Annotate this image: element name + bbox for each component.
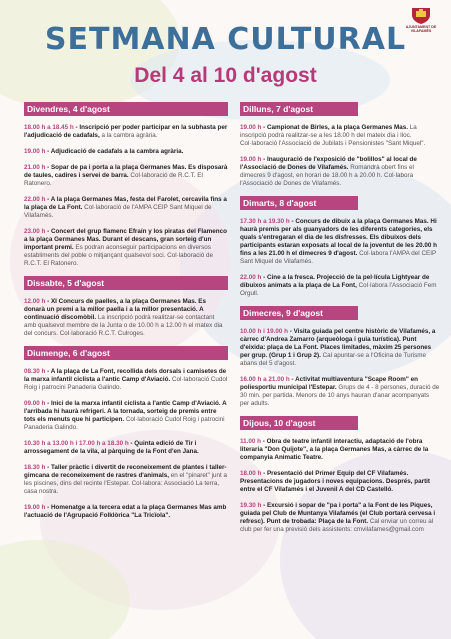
event-main: - Inscripció per poder participar en la subhasta per l'adjudicació de cadafals,	[24, 124, 228, 139]
event-item	[24, 440, 228, 456]
event-note: Col·laboració de R.C.T. El Ratonero.	[24, 172, 203, 187]
page-subtitle: Del 4 al 10 d'agost	[134, 64, 317, 87]
event-time: 19.00 h	[24, 504, 46, 511]
event-time: 10.00 h i 19.00 h	[240, 328, 288, 335]
event-main: - Concurs de dibuix a la plaça Germanes Mas. Hi haurà premis per als guanyadors de les diferents categories, els quals s'entregaran el dia de les disfresses. Els dibuixos dels participants estaran exposats al local de la joventut de les 20.00 h fins a les 21.00 h el dimecres 9 d'agost.	[240, 218, 438, 257]
event-main: - Visita guiada pel centre històric de Vilafamés, a càrrec d'Andrea Zamarro (arqueòloga i guia turística). Punt d'eixida: plaça de La Font. Places limitades, màxim 25 persones per grup. (Grup 1 i Grup 2).	[240, 328, 436, 359]
event-item	[240, 156, 440, 188]
event-main: - Quinta edició de Tir i arrossegament de la vila, al pàrquing de la Font d'en Jana.	[24, 440, 199, 455]
event-note: Es podran aconseguir participacions en diversos establiments del poble o mitjançant qualsevol soci. Col·laboració de R.C.T. El Ratonero.	[24, 244, 214, 267]
event-main: - XI Concurs de paelles, a la plaça Germanes Mas. Es donarà un premi a la millor paella i a la millor presentació. A continuació discomòbil.	[24, 298, 207, 321]
event-main: - Sopar de pa i porta a la plaça Germanes Mas. Es disposarà de taules, cadires i servei de barra.	[24, 164, 228, 179]
event-note: Cal apuntar-se a l'Oficina de Turisme abans del 5 d'agost.	[240, 352, 426, 367]
left-column	[24, 102, 228, 528]
event-time: 17.30 h a 19.30 h	[240, 218, 290, 225]
event-main: - Concert del grup flamenc Efraín y los piratas del Flamenco a la plaça Germanes Mas. Durant el descans, gran sorteig d'un important premi.	[24, 228, 227, 251]
event-main: - Campionat de Birles, a la plaça Germanes Mas.	[261, 124, 408, 131]
event-note: Romandrà obert fins el dimecres 9 d'agost, en horari de 18.00 h a 20.00 h. Col·labora l'Associació de Dones de Vilafamés.	[240, 164, 414, 187]
event-note: Cal enviar un correu al club per fer una previsió dels assistents: cmvilafames@gmail.com	[240, 518, 434, 533]
event-time: 16.00 h a 21.00 h	[240, 376, 290, 383]
event-main: - Activitat multiaventura "Scape Room" en poliesportiu municipal l'Estepar.	[240, 376, 418, 391]
day-heading: Dissabte, 5 d'agost	[24, 276, 228, 290]
event-item	[24, 164, 228, 188]
event-note: La inscripció podrà realitzar-se contactant amb qualsevol membre de la Junta o de 10.00 h a 12.00 h el matex dia del concurs. Col·laboració R.C.T. Culroges.	[24, 314, 223, 337]
event-item	[24, 298, 228, 338]
event-main: - A la plaça Germanes Mas, festa del Farolet, cercavila fins a la plaça de La Font.	[24, 196, 227, 211]
day-heading: Diumenge, 6 d'agost	[24, 346, 228, 360]
event-main: - A la plaça de La Font, recollida dels dorsals i camisetes de la marxa infantil ciclista a l'antic Camp d'Aviació.	[24, 368, 227, 383]
event-item	[24, 196, 228, 220]
event-item	[24, 368, 228, 392]
day-heading: Dijous, 10 d'agost	[240, 416, 358, 430]
event-time: 11.00 h	[240, 438, 262, 445]
event-main: - Presentació del Primer Equip del CF Vilafamés. Presentacions de jugadors i noves equipacions. Després, partit entre el CF Vilafamés i el Juvenil A del CD Castelló.	[240, 470, 431, 493]
event-item	[240, 328, 440, 368]
day-heading: Dimecres, 9 d'agost	[240, 306, 358, 320]
event-time: 12.00 h	[24, 298, 46, 305]
event-time: 21.00 h	[24, 164, 46, 171]
event-main: - Inici de la marxa infantil ciclista a l'antic Camp d'Aviació. A l'arribada hi haurà refrigeri. A la tornada, sorteig de premis entre tots els menuts que hi participen.	[24, 400, 227, 423]
event-item	[240, 274, 440, 298]
event-item	[24, 400, 228, 432]
event-note: Col·laboració Cudol Roig i patrocini Panaderia Galindo.	[24, 376, 228, 391]
event-time: 19.00 h	[240, 124, 262, 131]
day-heading: Divendres, 4 d'agost	[24, 102, 228, 116]
event-note: Col·labora l'AMPA del CEIP Sant Miquel de Vilafamés.	[240, 250, 437, 265]
event-time: 18.00 h a 18.45 h	[24, 124, 74, 131]
event-main: - Inauguració de l'exposició de "bolillos" al local de l'Associació de Dones de Vilafamés.	[240, 156, 417, 171]
event-note: Grups de 4 - 8 persones, duració de 30 min. per partida. Menors de 10 anys hauran d'anar acompanyats per adults.	[240, 384, 440, 407]
page-title: SETMANA CULTURAL	[44, 22, 407, 57]
day-heading: Dilluns, 7 d'agost	[240, 102, 358, 116]
event-time: 22.00 h	[24, 196, 46, 203]
right-column	[240, 102, 440, 542]
event-item	[240, 470, 440, 494]
event-note: La inscripció podrà realitzar-se a les 18.00 h del mateix dia i lloc. Col·laboració l'Associació de Jubilats i Pensionistes "Sant Miquel".	[240, 124, 426, 147]
event-note: Col·labora l'Associació Fem Orgull.	[240, 282, 437, 297]
event-main: - Homenatge a la tercera edat a la plaça Germanes Mas amb l'actuació de l'Agrupació Folklòrica "La Tricïola".	[24, 504, 227, 519]
event-time: 18.00 h	[240, 470, 262, 477]
event-note: en el "pinaret" junt a les piscines, dins del recinte l'Estepar. Col·labora: Associació La terra, casa nostra.	[24, 472, 228, 495]
event-item	[24, 464, 228, 496]
event-main: - Excursió i sopar de "pa i porta" a la Font de les Piques, guiada pel Club de Muntanya Vilafamés (el Club portarà cervesa i refresc). Punt de trobada: Plaça de la Font.	[240, 502, 436, 525]
event-item	[24, 228, 228, 268]
event-item	[240, 438, 440, 462]
event-item	[24, 124, 228, 140]
event-note: Col·laboració Cudol Roig i patrocini Panaderia Galindo.	[24, 416, 225, 431]
event-item	[240, 218, 440, 266]
day-heading: Dimarts, 8 d'agost	[240, 196, 358, 210]
event-time: 18.30 h	[24, 464, 46, 471]
event-item	[240, 124, 440, 148]
event-time: 19.00 h	[24, 148, 46, 155]
event-main: - Adjudicació de cadafals a la cambra agrària.	[45, 148, 184, 155]
event-main: - Obra de teatre infantil interactiu, adaptació de l'obra literaria "Don Quijote", a la plaça Germanes Mas, a càrrec de la companyia Animatic Teatre.	[240, 438, 429, 461]
event-note: Col·laboració de l'AMPA CEIP Sant Miquel de Vilafamés.	[24, 204, 212, 219]
event-main: - Cine a la fresca. Projecció de la pel·lícula Lightyear de dibuixos animats a la plaça de La Font,	[240, 274, 430, 289]
event-time: 22.00 h	[240, 274, 262, 281]
org-name: AJUNTAMENT DE VILAFAMÉS	[405, 25, 437, 34]
event-time: 19.30 h	[240, 502, 262, 509]
event-time: 09.00 h	[24, 400, 46, 407]
event-item	[24, 504, 228, 520]
event-main: - Taller pràctic i divertit de reconeixement de plantes i taller-gimcana de reconeixement de rastres d'animals,	[24, 464, 227, 479]
event-item	[240, 376, 440, 408]
event-note: a la cambra agrària.	[99, 132, 158, 139]
event-time: 10.30 h a 13.00 h i 17.00 h a 18.30 h	[24, 440, 129, 447]
event-time: 23.00 h	[24, 228, 46, 235]
event-time: 08.30 h	[24, 368, 46, 375]
event-item	[240, 502, 440, 534]
event-item	[24, 148, 228, 156]
event-time: 19.00 h	[240, 156, 262, 163]
